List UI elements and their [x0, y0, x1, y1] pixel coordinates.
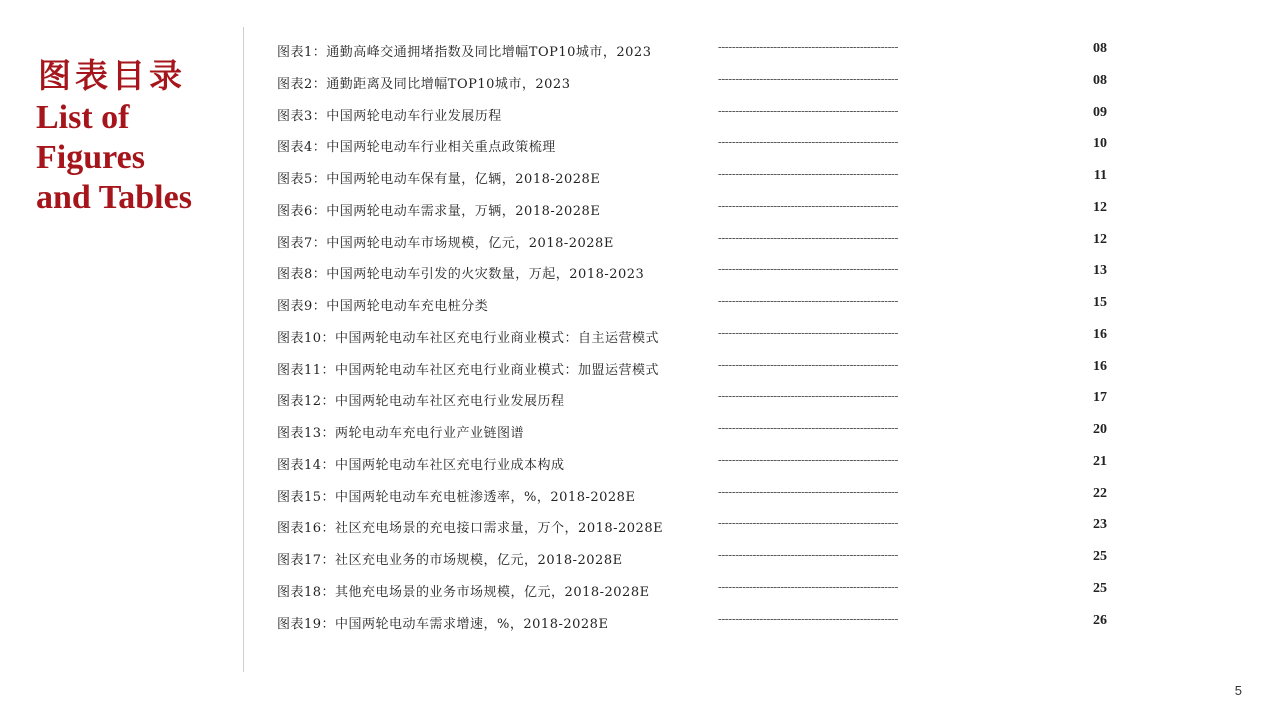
toc-entry-page: 16: [1093, 358, 1107, 374]
toc-entry-label: 图表7：中国两轮电动车市场规模，亿元，2018-2028E: [277, 235, 614, 251]
title-chinese: 图表目录: [38, 56, 186, 95]
toc-entry-leader: ----------------------------------------------------: [718, 72, 899, 85]
toc-entry-page: 25: [1093, 549, 1107, 564]
toc-entry-page: 26: [1093, 612, 1107, 628]
toc-entry-page: 12: [1093, 199, 1107, 215]
toc-entry-label: 图表2：通勤距离及同比增幅TOP10城市，2023: [277, 76, 571, 92]
toc-entry[interactable]: [277, 194, 1117, 226]
toc-entry[interactable]: [277, 162, 1117, 194]
toc-entry[interactable]: [277, 511, 1117, 543]
toc-entry-label: 图表14：中国两轮电动车社区充电行业成本构成: [277, 457, 565, 473]
toc-entry[interactable]: [277, 226, 1117, 258]
toc-entry-page: 12: [1093, 231, 1107, 247]
toc-entry-label: 图表5：中国两轮电动车保有量，亿辆，2018-2028E: [277, 172, 601, 187]
toc-entry-label: 图表10：中国两轮电动车社区充电行业商业模式：自主运营模式: [277, 330, 660, 346]
toc-entry-leader: ----------------------------------------------------: [718, 168, 899, 180]
toc-entry-label: 图表12：中国两轮电动车社区充电行业发展历程: [277, 394, 565, 410]
toc-entry-leader: ----------------------------------------------------: [718, 422, 899, 434]
title-english-line-2: Figures: [36, 139, 145, 176]
toc-entry-label: 图表19：中国两轮电动车需求增速，%，2018-2028E: [277, 616, 609, 632]
title-english-line-3: and Tables: [36, 179, 192, 216]
toc-entry-page: 13: [1093, 263, 1107, 279]
toc-title-block: [36, 56, 236, 218]
toc-entry-leader: ----------------------------------------------------: [718, 231, 899, 244]
toc-entry-page: 22: [1093, 485, 1107, 501]
toc-entry[interactable]: [277, 289, 1117, 321]
toc-entry-leader: ----------------------------------------------------: [718, 295, 899, 307]
toc-entry[interactable]: [277, 607, 1117, 639]
toc-entry-page: 20: [1093, 422, 1107, 437]
toc-entry-leader: ----------------------------------------------------: [718, 358, 899, 371]
toc-entry-label: 图表3：中国两轮电动车行业发展历程: [277, 108, 502, 124]
toc-entry[interactable]: [277, 130, 1117, 162]
toc-entry-page: 25: [1093, 580, 1107, 596]
title-english-line-1: List of: [36, 99, 130, 136]
toc-entry-leader: ----------------------------------------------------: [718, 549, 899, 561]
toc-entry-leader: ----------------------------------------------------: [718, 41, 899, 53]
toc-entry-page: 21: [1093, 453, 1107, 469]
toc-entry-leader: ----------------------------------------------------: [718, 612, 899, 625]
toc-entry[interactable]: [277, 575, 1117, 607]
toc-entry[interactable]: [277, 35, 1117, 67]
toc-entry-leader: ----------------------------------------------------: [718, 517, 899, 530]
toc-entry-leader: ----------------------------------------------------: [718, 485, 899, 498]
toc-entry-page: 08: [1093, 72, 1107, 88]
toc-entry-label: 图表13：两轮电动车充电行业产业链图谱: [277, 426, 525, 441]
toc-entry-label: 图表17：社区充电业务的市场规模，亿元，2018-2028E: [277, 553, 623, 568]
toc-entry-leader: ----------------------------------------------------: [718, 263, 899, 276]
toc-entry[interactable]: [277, 257, 1117, 289]
toc-entry-page: 17: [1093, 390, 1107, 406]
toc-entry-label: 图表11：中国两轮电动车社区充电行业商业模式：加盟运营模式: [277, 362, 660, 378]
toc-entry[interactable]: [277, 99, 1117, 131]
toc-list: [277, 35, 1117, 638]
toc-entry-label: 图表6：中国两轮电动车需求量，万辆，2018-2028E: [277, 203, 601, 219]
toc-entry[interactable]: [277, 416, 1117, 448]
toc-entry[interactable]: [277, 448, 1117, 480]
toc-entry-label: 图表15：中国两轮电动车充电桩渗透率，%，2018-2028E: [277, 489, 636, 505]
toc-entry-leader: ----------------------------------------------------: [718, 580, 899, 593]
toc-entry-page: 09: [1093, 104, 1107, 120]
toc-entry-page: 23: [1093, 517, 1107, 533]
toc-entry[interactable]: [277, 480, 1117, 512]
title-english: [36, 98, 236, 218]
toc-entry-label: 图表16：社区充电场景的充电接口需求量，万个，2018-2028E: [277, 521, 664, 537]
toc-entry-page: 10: [1093, 136, 1107, 152]
toc-entry-page: 15: [1093, 295, 1107, 310]
toc-entry-leader: ----------------------------------------------------: [718, 104, 899, 117]
toc-entry[interactable]: [277, 543, 1117, 575]
vertical-divider: [243, 27, 244, 672]
toc-entry-page: 16: [1093, 326, 1107, 342]
toc-entry-label: 图表18：其他充电场景的业务市场规模，亿元，2018-2028E: [277, 584, 650, 600]
toc-entry[interactable]: [277, 321, 1117, 353]
toc-entry-leader: ----------------------------------------------------: [718, 136, 899, 149]
toc-entry-leader: ----------------------------------------------------: [718, 199, 899, 212]
toc-entry-page: 11: [1093, 168, 1107, 183]
toc-entry[interactable]: [277, 353, 1117, 385]
toc-entry-page: 08: [1093, 41, 1107, 56]
toc-entry[interactable]: [277, 384, 1117, 416]
toc-entry-label: 图表8：中国两轮电动车引发的火灾数量，万起，2018-2023: [277, 267, 645, 283]
toc-entry-label: 图表4：中国两轮电动车行业相关重点政策梳理: [277, 140, 556, 156]
toc-entry-leader: ----------------------------------------------------: [718, 390, 899, 403]
page-number: 5: [1234, 683, 1242, 698]
toc-entry[interactable]: [277, 67, 1117, 99]
toc-entry-leader: ----------------------------------------------------: [718, 326, 899, 339]
toc-entry-label: 图表1：通勤高峰交通拥堵指数及同比增幅TOP10城市，2023: [277, 45, 652, 60]
toc-entry-label: 图表9：中国两轮电动车充电桩分类: [277, 299, 489, 314]
toc-entry-leader: ----------------------------------------------------: [718, 453, 899, 466]
